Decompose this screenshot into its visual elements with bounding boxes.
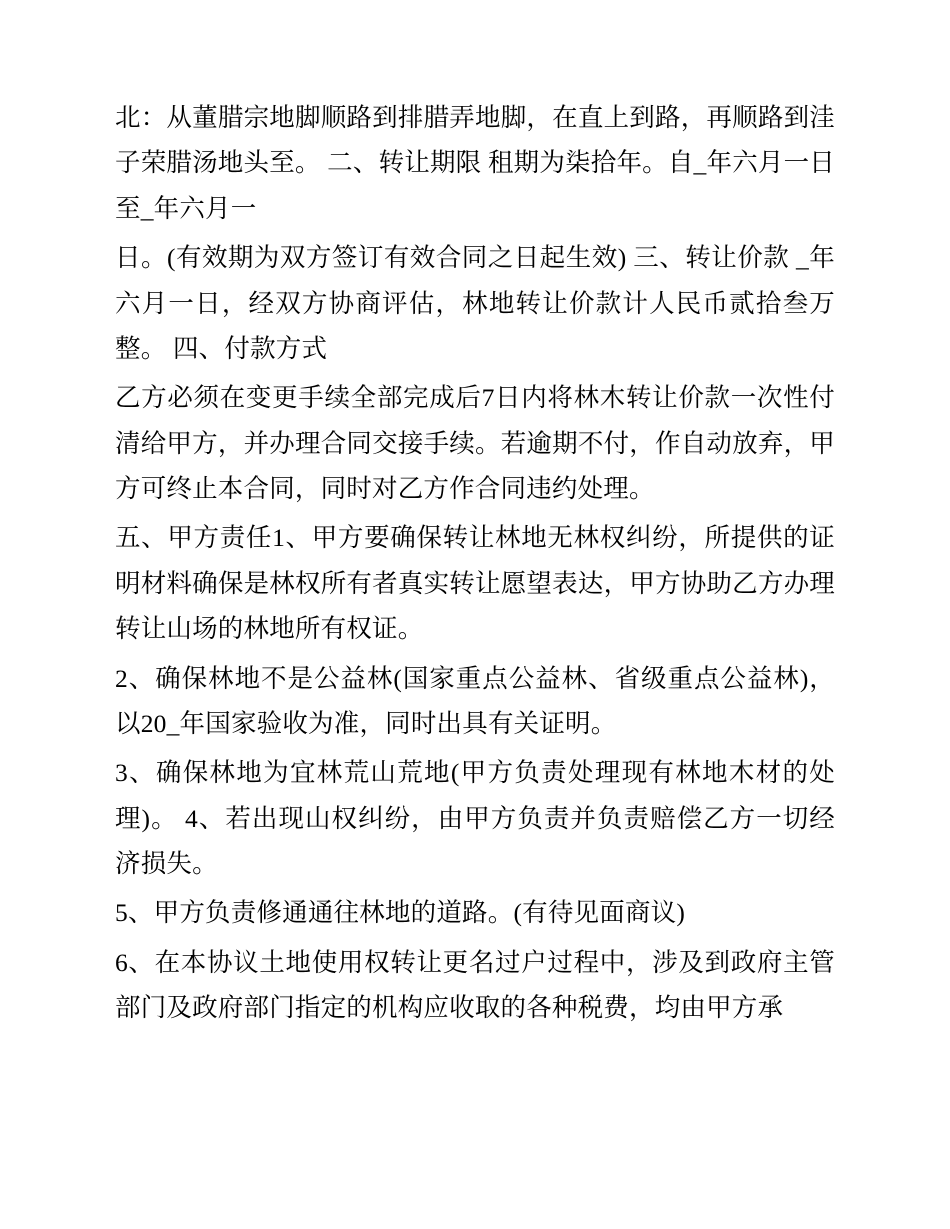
paragraph: 3、确保林地为宜林荒山荒地(甲方负责处理现有林地木材的处理)。 4、若出现山权纠纷，由甲方负责并负责赔偿乙方一切经济损失。 [115,758,835,878]
paragraph: 5、甲方负责修通通往林地的道路。(有待见面商议) [115,898,686,928]
paragraph: 乙方必须在变更手续全部完成后7日内将林木转让价款一次性付清给甲方，并办理合同交接手续。若逾期不付，作自动放弃，甲方可终止本合同，同时对乙方作合同违约处理。 [115,383,835,503]
paragraph: 6、在本协议土地使用权转让更名过户过程中，涉及到政府主管部门及政府部门指定的机构应收取的各种税费，均由甲方承 [115,947,835,1023]
paragraph: 北：从董腊宗地脚顺路到排腊弄地脚，在直上到路，再顺路到洼子荣腊汤地头至。 二、转让期限 租期为柒拾年。自_年六月一日至_年六月一 [115,103,836,223]
document-body [115,95,835,1031]
paragraph: 日。(有效期为双方签订有效合同之日起生效) 三、转让价款 _年六月一日，经双方协商评估，林地转让价款计人民币贰拾叁万整。 四、付款方式 [115,243,835,363]
paragraph: 五、甲方责任1、甲方要确保转让林地无林权纠纷，所提供的证明材料确保是林权所有者真实转让愿望表达，甲方协助乙方办理转让山场的林地所有权证。 [115,523,835,644]
paragraph: 2、确保林地不是公益林(国家重点公益林、省级重点公益林)，以20_年国家验收为准，同时出具有关证明。 [115,663,835,738]
